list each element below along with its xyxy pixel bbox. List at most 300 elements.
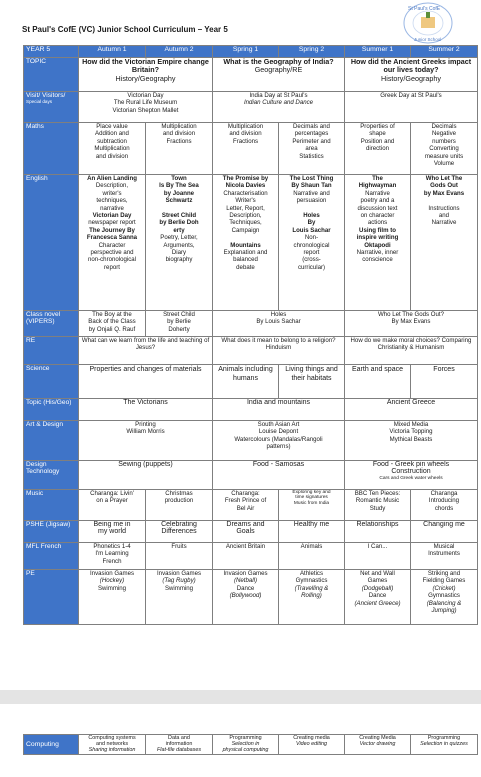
- cell-line: French: [102, 557, 122, 565]
- row-label: Art & Design: [24, 421, 79, 461]
- pe-a1: [79, 570, 146, 625]
- cell-line: India Day at St Paul's: [249, 92, 308, 99]
- dt-summer: [345, 461, 478, 490]
- cell-line: poetry and a: [360, 197, 395, 205]
- cell-line: numbers: [432, 137, 456, 145]
- cell-line: Construction: [391, 468, 431, 476]
- mfl-a1: [79, 543, 146, 570]
- cell-line: Street Child: [161, 212, 197, 220]
- science-su1: Earth and space: [345, 365, 411, 399]
- cell-line: Street Child: [163, 311, 195, 318]
- cell-line: Phonetics 1-4: [93, 543, 131, 550]
- cell-line: (Balancing &: [426, 599, 462, 607]
- maths-a1: [79, 123, 146, 175]
- cell-line: Instruments: [428, 550, 460, 558]
- cell-line: Fresh Prince of: [224, 497, 267, 505]
- cell-line: Romantic Music: [355, 497, 400, 505]
- cell-line: by Onjali Q. Rauf: [88, 325, 136, 333]
- computing-s1: [213, 735, 279, 755]
- cell-line: Sharing information: [88, 747, 136, 753]
- english-s2: [279, 175, 345, 311]
- topic-summer: [345, 58, 478, 92]
- cell-line: Jumping): [431, 607, 457, 615]
- dt-autumn: Sewing (puppets): [79, 461, 213, 490]
- cell-line: Diary: [171, 249, 187, 257]
- cell-line: By Shaun Tan: [291, 182, 332, 190]
- cell-line: The: [372, 175, 383, 182]
- row-label: Design Technology: [24, 461, 79, 490]
- science-row: [24, 365, 478, 399]
- pshe-a2: [146, 521, 213, 543]
- cell-line: Goals: [236, 528, 255, 536]
- cell-line: Indian Culture and Dance: [243, 99, 314, 107]
- cell-line: Food - Greek pin wheels: [372, 461, 450, 468]
- cell-line: Data and: [168, 735, 190, 741]
- cell-line: and networks: [95, 741, 129, 747]
- col-summer-2: Summer 2: [411, 46, 478, 58]
- cell-line: Description,: [229, 212, 262, 220]
- cell-line: Rolling): [301, 592, 322, 600]
- novel-spring: [213, 311, 345, 337]
- cell-line: Musical: [433, 543, 455, 550]
- cell-line: and division: [162, 130, 196, 138]
- cell-line: The Lost Thing: [289, 175, 334, 182]
- cell-line: Description,: [95, 182, 129, 190]
- cell-line: measure units: [424, 152, 464, 160]
- cell-line: Victoria Topping: [389, 428, 433, 436]
- cell-line: Music from India: [293, 500, 330, 506]
- cell-line: Campaign: [231, 226, 260, 234]
- english-row: [24, 175, 478, 311]
- cell-line: Town: [171, 175, 187, 182]
- cell-line: Flat-file databases: [156, 747, 202, 753]
- re-summer: How do we make moral choices? Comparing Christianity & Humanism: [345, 337, 478, 365]
- cell-line: Louis Sachar: [292, 226, 331, 234]
- page-title: St Paul's CofE (VC) Junior School Curriculum – Year 5: [22, 25, 228, 34]
- cell-line: and: [438, 212, 450, 220]
- cell-line: by Berlie: [167, 318, 191, 326]
- science-su2: Forces: [411, 365, 478, 399]
- dt-spring: Food - Samosas: [213, 461, 345, 490]
- cell-line: Striking and: [427, 570, 461, 577]
- cell-line: shape: [369, 130, 386, 138]
- pe-s2: [279, 570, 345, 625]
- computing-a1: [79, 735, 146, 755]
- cell-line: Francesca Sanna: [86, 234, 138, 242]
- cell-line: non-chronological: [87, 256, 137, 264]
- novel-summer: [345, 311, 478, 337]
- cell-line: newspaper report: [88, 219, 136, 227]
- cell-line: Creating Media: [359, 735, 396, 741]
- cell-line: (Dodgeball): [361, 584, 394, 592]
- cell-line: An Alien Landing: [87, 175, 137, 182]
- english-su2: [411, 175, 478, 311]
- cell-line: (Cricket): [432, 584, 456, 592]
- computing-s2: [279, 735, 345, 755]
- cell-line: by Berlie Doh: [159, 219, 199, 227]
- visits-row: [24, 92, 478, 123]
- dt-row: [24, 461, 478, 490]
- computing-su1: [345, 735, 411, 755]
- cell-line: Explanation and: [223, 249, 268, 257]
- topic-question: What is the Geography of India?: [223, 57, 334, 66]
- music-s2: [279, 490, 345, 521]
- visits-spring: [213, 92, 345, 123]
- pe-a2: [146, 570, 213, 625]
- cell-line: Computing systems: [88, 735, 136, 741]
- english-a1: [79, 175, 146, 311]
- cell-line: Victorian Day: [92, 212, 132, 220]
- cell-line: By: [307, 219, 316, 227]
- cell-line: Highwayman: [358, 182, 397, 190]
- pshe-a1: [79, 521, 146, 543]
- row-label: RE: [24, 337, 79, 365]
- cell-line: Narrative: [431, 219, 457, 227]
- cell-line: Volume: [433, 160, 455, 168]
- cell-line: curricular): [297, 263, 326, 271]
- cell-line: Invasion Games: [89, 570, 135, 577]
- cell-line: Games: [367, 577, 388, 585]
- cell-line: (Netball): [233, 577, 258, 585]
- cell-line: and division: [229, 130, 262, 138]
- pe-row: [24, 570, 478, 625]
- cell-line: Fractions: [232, 137, 259, 145]
- cell-line: Perimeter and: [292, 137, 331, 145]
- cell-line: actions: [367, 219, 388, 227]
- maths-row: [24, 123, 478, 175]
- cell-line: Study: [369, 504, 386, 512]
- mfl-su2: [411, 543, 478, 570]
- cell-line: [214, 234, 277, 241]
- cell-line: Decimals: [431, 123, 457, 130]
- row-label: TOPIC: [24, 58, 79, 92]
- maths-s1: [213, 123, 279, 175]
- row-label: English: [24, 175, 79, 311]
- year-label: YEAR 5: [24, 46, 79, 58]
- cell-line: Fractions: [166, 137, 192, 145]
- science-s2: Living things and their habitats: [279, 365, 345, 399]
- col-autumn-1: Autumn 1: [79, 46, 146, 58]
- cell-line: BBC Ten Pieces:: [354, 490, 401, 497]
- cell-line: Multiplication: [161, 123, 197, 130]
- cell-line: inspire writing: [356, 234, 399, 242]
- topic-his-geo-row: [24, 399, 478, 421]
- cell-line: by Max Evans: [423, 189, 465, 197]
- cell-line: patterns): [266, 443, 291, 451]
- cell-line: Writer's: [235, 197, 256, 205]
- mfl-su1: I Can...: [345, 543, 411, 570]
- row-label: MFL French: [24, 543, 79, 570]
- cell-line: Video editing: [295, 741, 328, 747]
- row-label: Science: [24, 365, 79, 399]
- cell-line: Athletics: [299, 570, 324, 577]
- svg-text:Junior School: Junior School: [414, 37, 442, 42]
- cell-line: information: [165, 741, 193, 747]
- cell-line: [147, 205, 211, 212]
- cell-line: Bel Air: [236, 504, 255, 512]
- topic-subject: Geography/RE: [254, 65, 303, 75]
- cell-line: Dance: [368, 592, 387, 600]
- cell-line: Invasion Games: [223, 570, 268, 577]
- cell-line: biography: [165, 256, 193, 264]
- cell-line: (Tag Rugby): [162, 577, 196, 585]
- pshe-su1: Relationships: [345, 521, 411, 543]
- topic-row: [24, 58, 478, 92]
- cell-line: balanced: [233, 256, 258, 264]
- cell-line: area: [305, 145, 318, 153]
- cell-line: Programming: [427, 735, 461, 741]
- cell-line: The Rural Life Museum: [113, 99, 178, 107]
- visits-autumn: [79, 92, 213, 123]
- cell-line: report: [303, 249, 320, 257]
- cell-line: on a Prayer: [96, 497, 128, 505]
- cell-line: Non-: [304, 234, 319, 242]
- cell-line: Gods Out: [430, 182, 458, 190]
- mfl-a2: Fruits: [146, 543, 213, 570]
- music-su2: [411, 490, 478, 521]
- cell-line: Printing: [135, 421, 156, 428]
- topic-his-spring: India and mountains: [213, 399, 345, 421]
- cell-line: By Max Evans: [391, 318, 431, 326]
- cell-line: time signatures: [295, 495, 328, 501]
- cell-line: Dance: [236, 584, 255, 592]
- pshe-su2: Changing me: [411, 521, 478, 543]
- music-s1: [213, 490, 279, 521]
- music-row: [24, 490, 478, 521]
- cell-line: Charanga: [430, 490, 458, 497]
- cell-line: erty: [173, 226, 185, 234]
- cell-line: Mountains: [230, 241, 261, 249]
- cell-line: Negative: [431, 130, 457, 138]
- cell-line: conscience: [362, 256, 393, 264]
- cell-line: and division: [95, 152, 129, 160]
- maths-s2: [279, 123, 345, 175]
- cell-line: Schwartz: [165, 197, 193, 205]
- cell-line: Watercolours (Mandalas/Rangoli: [234, 435, 323, 443]
- cell-line: Celebrating: [161, 521, 197, 528]
- pe-su1: [345, 570, 411, 625]
- cell-line: Exploring key and: [292, 490, 331, 495]
- cell-line: Programming: [229, 735, 262, 741]
- cell-line: Back of the Class: [88, 318, 136, 326]
- cell-line: Decimals and: [293, 123, 330, 130]
- cell-line: William Morris: [126, 428, 165, 436]
- cell-line: subtraction: [97, 137, 127, 145]
- cell-line: Letter, Report,: [226, 204, 265, 212]
- cell-line: narrative: [100, 204, 124, 212]
- cell-line: Statistics: [299, 152, 324, 160]
- english-s1: [213, 175, 279, 311]
- cell-line: debate: [236, 263, 255, 271]
- topic-autumn: [79, 58, 213, 92]
- cell-line: writer's: [102, 189, 122, 197]
- cell-line: Instructions: [428, 204, 460, 212]
- art-row: [24, 421, 478, 461]
- topic-subject: History/Geography: [381, 73, 441, 83]
- cell-line: Introducing: [428, 497, 460, 505]
- cell-line: Being me in: [93, 521, 131, 528]
- cell-line: Invasion Games: [156, 570, 202, 577]
- cell-line: Converting: [429, 145, 459, 153]
- visits-summer: Greek Day at St Paul's: [345, 92, 478, 123]
- cell-line: Poetry, Letter,: [160, 234, 198, 242]
- row-label-text: Visit/ Visitors/: [26, 92, 66, 99]
- header-row: [24, 46, 478, 58]
- cell-line: Selection in quizzes: [420, 741, 468, 747]
- cell-line: Nicola Davies: [225, 182, 266, 190]
- cell-line: (Bollywood): [229, 592, 262, 600]
- row-label: Computing: [24, 735, 79, 755]
- cell-line: Position and: [360, 137, 395, 145]
- re-autumn: What can we learn from the life and teaching of Jesus?: [79, 337, 213, 365]
- mfl-s1: Ancient Britain: [213, 543, 279, 570]
- topic-his-summer: Ancient Greece: [345, 399, 478, 421]
- cell-line: perspective and: [90, 249, 134, 257]
- maths-su2: [411, 123, 478, 175]
- cell-line: production: [164, 497, 194, 505]
- cell-line: I'm Learning: [95, 550, 129, 558]
- cell-line: Multiplication: [94, 145, 130, 153]
- row-label: Topic (His/Geo): [24, 399, 79, 421]
- cell-line: Multiplication: [227, 123, 264, 130]
- cell-line: Charanga:: [231, 490, 260, 497]
- cell-line: Doherty: [168, 325, 190, 333]
- topic-spring: [213, 58, 345, 92]
- cell-line: direction: [365, 145, 390, 153]
- cell-line: physical computing: [222, 747, 269, 753]
- cell-line: (cross-: [302, 256, 321, 264]
- cell-line: (Ancient Greece): [354, 599, 401, 607]
- curriculum-table: [23, 45, 478, 625]
- cell-line: Character: [98, 241, 126, 249]
- cell-line: Creating media: [293, 735, 330, 741]
- cell-line: Properties of: [360, 123, 395, 130]
- col-spring-1: Spring 1: [213, 46, 279, 58]
- pshe-s1: [213, 521, 279, 543]
- col-spring-2: Spring 2: [279, 46, 345, 58]
- row-label: Music: [24, 490, 79, 521]
- cell-line: The Journey By: [89, 226, 135, 234]
- topic-subject: History/Geography: [115, 73, 176, 83]
- maths-a2: [146, 123, 213, 175]
- science-autumn: Properties and changes of materials: [79, 365, 213, 399]
- col-autumn-2: Autumn 2: [146, 46, 213, 58]
- cell-line: discussion text: [357, 204, 398, 212]
- row-label: Maths: [24, 123, 79, 175]
- topic-his-autumn: The Victorians: [79, 399, 213, 421]
- page-break-band: [0, 690, 481, 704]
- maths-su1: [345, 123, 411, 175]
- cell-line: Louise Depont: [258, 428, 299, 436]
- cell-line: Christmas: [165, 490, 193, 497]
- row-label: [24, 92, 79, 123]
- cell-line: Vector drawing: [359, 741, 396, 747]
- cell-line: Using film to: [359, 226, 396, 234]
- art-autumn: [79, 421, 213, 461]
- class-novel-row: [24, 311, 478, 337]
- cell-line: on character: [360, 212, 395, 220]
- cell-line: Characterisation: [223, 189, 268, 197]
- cell-line: Who Let The Gods Out?: [378, 311, 444, 318]
- cell-line: my world: [97, 528, 126, 536]
- re-row: [24, 337, 478, 365]
- cell-line: [412, 197, 476, 204]
- cell-line: by Joanne: [163, 189, 195, 197]
- cell-line: chords: [434, 504, 454, 512]
- art-spring: [213, 421, 345, 461]
- cell-line: Arguments,: [163, 241, 195, 249]
- music-su1: [345, 490, 411, 521]
- pshe-s2: Healthy me: [279, 521, 345, 543]
- cell-line: Gymnastics: [428, 592, 460, 600]
- cell-line: Charanga: Livin': [90, 490, 134, 497]
- cell-line: Narrative, inner: [356, 249, 399, 257]
- cell-line: Fielding Games: [422, 577, 466, 585]
- science-s1: Animals including humans: [213, 365, 279, 399]
- cell-line: The Promise by: [222, 175, 269, 182]
- cell-line: Gymnastics: [295, 577, 328, 585]
- pshe-row: [24, 521, 478, 543]
- cell-line: [280, 205, 343, 212]
- english-su1: [345, 175, 411, 311]
- cell-line: Place value: [96, 123, 128, 130]
- topic-question: How did the Victorian Empire change Britain?: [82, 57, 209, 75]
- mfl-row: [24, 543, 478, 570]
- computing-a2: [146, 735, 213, 755]
- cell-line: Oktapodi: [364, 241, 391, 249]
- cell-line: Who Let The: [425, 175, 463, 182]
- topic-question: How did the Ancient Greeks impact our lives today?: [350, 57, 472, 75]
- col-summer-1: Summer 1: [345, 46, 411, 58]
- art-summer: [345, 421, 478, 461]
- cell-line: chronological: [293, 241, 330, 249]
- school-logo: [402, 1, 454, 45]
- computing-row: [24, 735, 478, 755]
- novel-a1: [79, 311, 146, 337]
- cell-line: (Travelling &: [294, 584, 329, 592]
- svg-text:St Paul's CofE: St Paul's CofE: [408, 6, 441, 12]
- cell-line: Mythical Beasts: [389, 435, 433, 443]
- row-label: Class novel (VIPERS): [24, 311, 79, 337]
- cell-line: techniques,: [96, 197, 128, 205]
- novel-a2: [146, 311, 213, 337]
- cell-line: Narrative: [365, 189, 390, 197]
- row-label-sub: Special days: [26, 99, 53, 105]
- row-label: PSHE (Jigsaw): [24, 521, 79, 543]
- cell-line: Dreams and: [226, 521, 265, 528]
- cell-line: Victorian Day: [127, 92, 164, 99]
- cell-line: Net and Wall: [360, 570, 395, 577]
- cell-line: Swimming: [97, 584, 127, 592]
- cell-note: Cars and Greek water wheels: [379, 475, 443, 481]
- cell-line: By Louis Sachar: [256, 318, 301, 326]
- cell-line: (Hockey): [99, 577, 125, 585]
- cell-line: South Asian Art: [257, 421, 300, 428]
- cell-line: Holes: [303, 212, 320, 220]
- music-a1: [79, 490, 146, 521]
- cell-line: persuasion: [296, 197, 327, 205]
- cell-line: percentages: [294, 130, 329, 138]
- music-a2: [146, 490, 213, 521]
- re-spring: What does it mean to belong to a religion? Hinduism: [213, 337, 345, 365]
- cell-line: report: [104, 263, 120, 271]
- cell-line: Differences: [161, 528, 197, 536]
- cell-line: Holes: [270, 311, 287, 318]
- cell-line: Mixed Media: [393, 421, 429, 428]
- computing-table: [23, 734, 478, 755]
- english-a2: [146, 175, 213, 311]
- cell-line: Techniques,: [229, 219, 262, 227]
